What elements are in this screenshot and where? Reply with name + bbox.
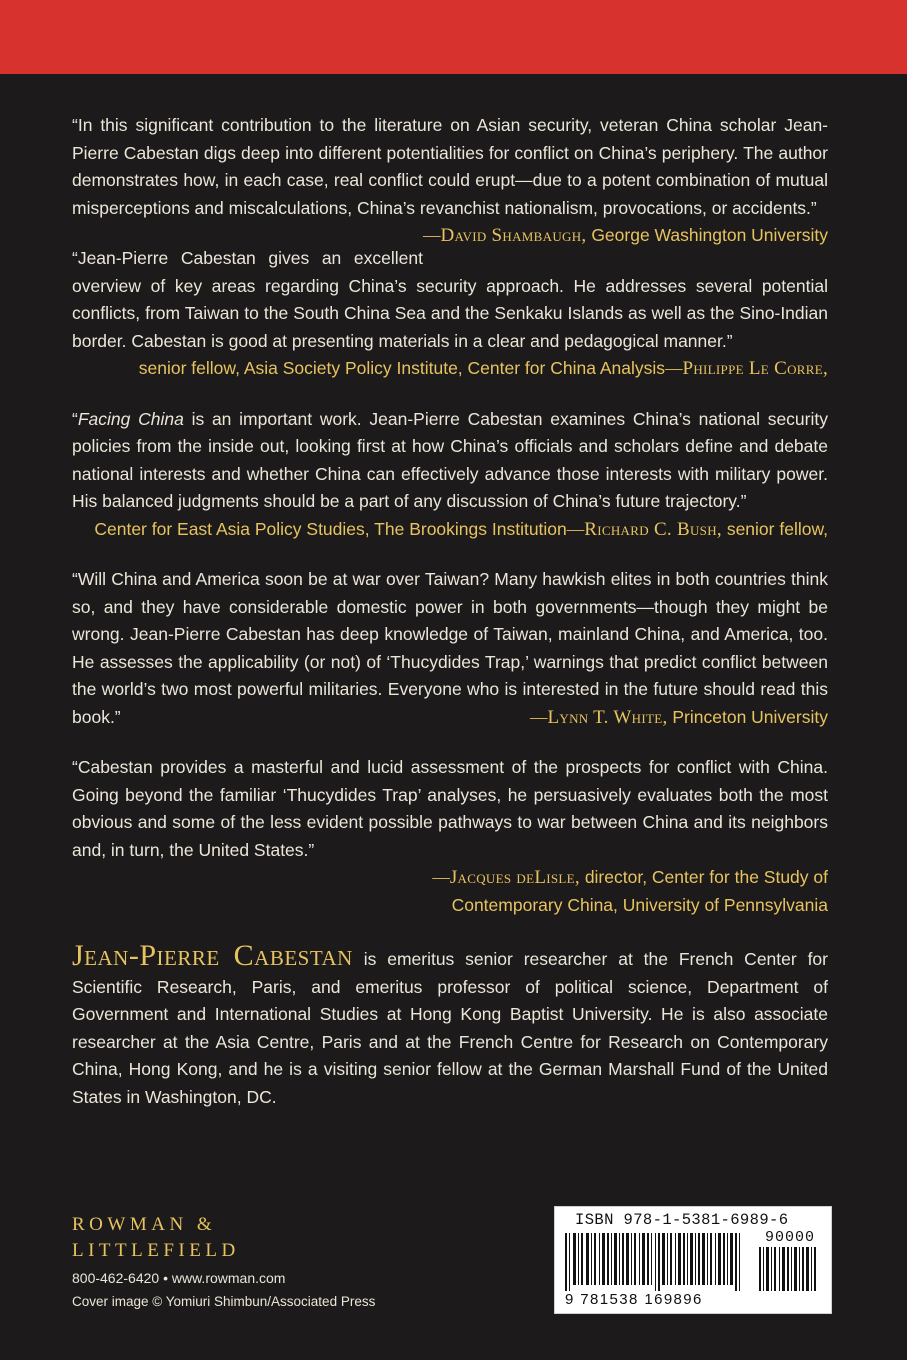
isbn-barcode — [554, 1206, 832, 1314]
blurb-text: “Jean-Pierre Cabestan gives an excellent overview of key areas regarding China’s security approach. He addresses several potential conflicts, from Taiwan to the South China Sea and the Senkaku Islands as well as the Sino-Indian border. Cabestan is good at presenting materials in a clear and pedagogical manner.” — [72, 248, 828, 351]
blurb-text: “Will China and America soon be at war over Taiwan? Many hawkish elites in both countries think so, and they have considerable domestic power in both governments—though they might be wrong. Jean-Pierre Cabestan has deep knowledge of Taiwan, mainland China, and America, too. He assesses the applicability (or not) of ‘Thucydides Trap,’ warnings that predict conflict between the world’s two most powerful militaries. Everyone who is interested in the future should read this book.” — [72, 569, 828, 727]
cover-image-credit: Cover image © Yomiuri Shimbun/Associated Press — [72, 1294, 376, 1309]
top-color-band — [0, 0, 907, 74]
publisher-logo-line1: ROWMAN & — [72, 1214, 217, 1235]
barcode-bars-icon — [563, 1231, 823, 1293]
endorser-affiliation: George Washington University — [591, 225, 828, 245]
blurb-text: is an important work. Jean-Pierre Cabestan examines China’s national security policies from the inside out, looking first at how China’s officials and scholars define and debate national interests and whether China can effectively advance those interests with military power. His balanced judgments should be a part of any discussion of China’s future trajectory.” — [72, 408, 828, 511]
blurb-attribution: —David Shambaugh, George Washington University — [422, 225, 828, 246]
endorser-affiliation: Center for East Asia Policy Studies, The Brookings Institution — [94, 518, 567, 539]
blurb-attribution: —Lynn T. White, Princeton University — [529, 706, 828, 728]
endorser-name: Richard C. Bush, — [584, 518, 722, 540]
blurb-delisle — [72, 754, 828, 919]
publisher-logo-line2: LITTLEFIELD — [72, 1240, 240, 1261]
endorser-name: David Shambaugh, — [440, 225, 587, 246]
isbn-digits: 9 781538 169896 — [565, 1291, 703, 1308]
author-name: Jean-Pierre Cabestan — [72, 939, 353, 972]
blurb-attribution: —Richard C. Bush, senior fellow, — [566, 518, 828, 540]
blurb-attribution: —Philippe Le Corre, — [665, 358, 828, 379]
endorser-name: Lynn T. White, — [547, 706, 668, 728]
blurb-le-corre — [72, 245, 828, 383]
book-title: Facing China — [77, 408, 184, 429]
endorser-name: Philippe Le Corre, — [682, 358, 828, 379]
blurb-bush: “Facing China is an important work. Jean-Pierre Cabestan examines China’s national security policies from the inside out, looking first at how China’s officials and scholars define and debate national interests and whether China can effectively advance those interests with military power. His balanced judgments should be a part of any discussion of China’s future trajectory.” —Richard C. Bush, senior fellow, Center for East Asia Policy Studies, The Brookings Institution — [72, 406, 828, 544]
author-bio — [72, 939, 828, 1111]
isbn-label: ISBN 978-1-5381-6989-6 — [575, 1211, 789, 1229]
back-cover-text — [72, 112, 828, 1129]
bio-text: is emeritus senior researcher at the French Center for Scientific Research, Paris, and emeritus professor of political science, Department of Government and International Studies at Hong Kong Baptist University. He is also associate researcher at the Asia Centre, Paris and at the French Centre for Research on Contemporary China, Hong Kong, and he is a visiting senior fellow at the German Marshall Fund of the United States in Washington, DC. — [72, 949, 828, 1107]
endorser-affiliation: Princeton University — [672, 706, 828, 727]
blurb-text: “In this significant contribution to the literature on Asian security, veteran China scholar Jean-Pierre Cabestan digs deep into different potentialities for conflict on China’s periphery. The author demonstrates how, in each case, real conflict could erupt—due to a potent combination of mutual misperceptions and miscalculations, China’s revanchist nationalism, provocations, or accidents.” — [72, 115, 828, 218]
publisher-block — [72, 1212, 285, 1286]
endorser-name: Jacques deLisle, — [449, 867, 580, 888]
publisher-contact: 800-462-6420 • www.rowman.com — [72, 1270, 286, 1286]
blurb-white — [72, 566, 828, 731]
blurb-shambaugh — [72, 112, 828, 246]
endorser-affiliation: senior fellow, Asia Society Policy Institute, Center for China Analysis — [138, 358, 665, 378]
price-code: 90000 — [765, 1229, 816, 1246]
blurb-attribution: —Jacques deLisle, director, Center for the Study of — [432, 867, 828, 888]
endorser-affiliation: Contemporary China, University of Pennsylvania — [451, 894, 828, 915]
blurb-text: “Cabestan provides a masterful and lucid assessment of the prospects for conflict with China. Going beyond the familiar ‘Thucydides Trap’ analyses, he persuasively evaluates both the most obvious and some of the less evident possible pathways to war between China and its neighbors and, in turn, the United States.” — [72, 757, 828, 860]
